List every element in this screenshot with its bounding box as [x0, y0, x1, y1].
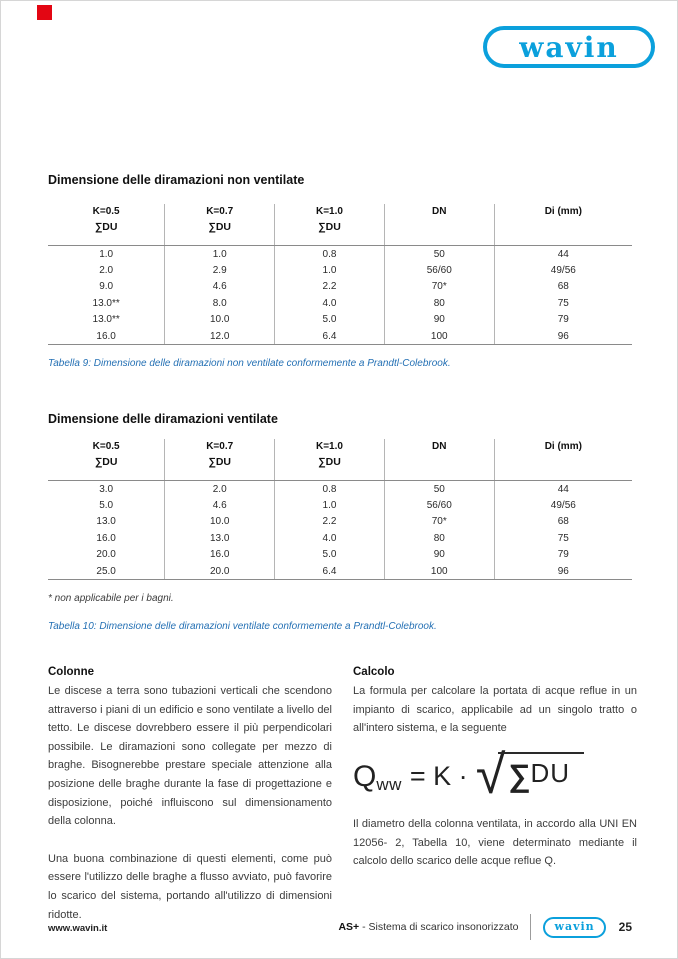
table-cell: 49/56 [494, 497, 632, 513]
table-cell: 100 [384, 563, 494, 580]
table-9 [48, 204, 632, 345]
table-row [48, 246, 632, 263]
table-cell: 75 [494, 530, 632, 546]
table-cell: 12.0 [165, 328, 275, 345]
table-9-header [48, 204, 632, 246]
table-cell: 50 [384, 481, 494, 498]
table-cell: 68 [494, 514, 632, 530]
colonne-paragraph-1: Le discese a terra sono tubazioni verticali che scendono attraverso i piani di un edificio e sono ventilate a livello del tetto. Le discese dovrebbero essere il più perpendicolari possibile. Le diramazioni sono collegate per mezzo di braghe. Bisognerebbe prestare speciale attenzione alla posizione delle braghe durante la fase di progettazione e disposizione, poiché influiscono sul dimensionamento della colonna. [48, 685, 332, 828]
footer-product-name: AS+ - Sistema di scarico insonorizzato [338, 921, 519, 933]
table-cell: 0.8 [275, 246, 385, 263]
table-cell: 4.0 [275, 530, 385, 546]
column-header: K=1.0 ∑DU [275, 204, 385, 246]
calcolo-heading: Calcolo [353, 666, 395, 678]
table-cell: 44 [494, 481, 632, 498]
table-row [48, 481, 632, 498]
table-cell: 2.0 [165, 481, 275, 498]
table-cell: 25.0 [48, 563, 165, 580]
column-header: K=0.7 ∑DU [165, 439, 275, 481]
table-cell: 70* [384, 279, 494, 295]
table-cell: 90 [384, 312, 494, 328]
table-cell: 4.0 [275, 295, 385, 311]
table-9-body [48, 246, 632, 345]
table-cell: 2.2 [275, 279, 385, 295]
table-cell: 16.0 [48, 328, 165, 345]
table-cell: 13.0** [92, 314, 120, 326]
footer-divider [530, 914, 531, 940]
table-cell: 13.0 [165, 530, 275, 546]
table-cell: 56/60 [384, 497, 494, 513]
table-row [48, 295, 632, 311]
table-row [48, 563, 632, 580]
table-cell: 16.0 [96, 532, 116, 544]
formula-radicand: ∑DU [498, 752, 584, 790]
column-header: K=0.5 ∑DU [48, 439, 165, 481]
footer-website-link[interactable]: www.wavin.it [48, 923, 108, 934]
table-cell: 50 [384, 246, 494, 263]
table-row [48, 547, 632, 563]
table-cell: 96 [494, 328, 632, 345]
column-header: Di (mm) [494, 439, 632, 481]
table-row [48, 312, 632, 328]
table-footnote: * non applicabile per i bagni. [48, 593, 174, 604]
table-cell: 1.0 [275, 262, 385, 278]
table-cell: 8.0 [165, 295, 275, 311]
table-row [48, 279, 632, 295]
table-cell: 4.6 [165, 497, 275, 513]
qww-formula [353, 744, 637, 805]
calcolo-column [353, 666, 637, 871]
table-cell: 49/56 [494, 262, 632, 278]
formula-operator: = K · [409, 760, 468, 791]
table-cell: 5.0 [275, 547, 385, 563]
table-10-caption: Tabella 10: Dimensione delle diramazioni ventilate conformemente a Prandtl-Colebrook. [48, 621, 437, 632]
table-cell: 44 [494, 246, 632, 263]
table-cell: 96 [494, 563, 632, 580]
table-cell: 2.0 [99, 265, 114, 277]
footer-right-group [338, 914, 632, 940]
table-cell: 1.0 [165, 246, 275, 263]
section1-title: Dimensione delle diramazioni non ventilate [48, 173, 305, 187]
table-cell: 16.0 [165, 547, 275, 563]
table-cell: 75 [494, 295, 632, 311]
table-cell: 13.0** [92, 297, 120, 309]
wavin-footer-logo: wavin [543, 917, 605, 938]
colonne-heading: Colonne [48, 666, 94, 678]
table-cell: 13.0 [96, 516, 116, 528]
table-10-header [48, 439, 632, 481]
radical-sign-icon: √ [475, 744, 506, 805]
column-header: Di (mm) [494, 204, 632, 246]
table-cell: 68 [494, 279, 632, 295]
page-number: 25 [618, 920, 632, 934]
table-10-body [48, 481, 632, 580]
table-cell: 90 [384, 547, 494, 563]
table-cell: 79 [494, 547, 632, 563]
table-cell: 2.9 [165, 262, 275, 278]
table-cell: 2.2 [275, 514, 385, 530]
table-cell: 1.0 [275, 497, 385, 513]
table-cell: 1.0 [99, 248, 114, 260]
formula-lhs: $Q_{ww}$ [353, 759, 402, 794]
table-cell: 6.4 [275, 563, 385, 580]
table-cell: 0.8 [275, 481, 385, 498]
table-cell: 10.0 [165, 514, 275, 530]
table-cell: 20.0 [96, 549, 116, 561]
wavin-logo [483, 26, 655, 68]
table-10 [48, 439, 632, 580]
column-header: DN [384, 204, 494, 246]
section2-title: Dimensione delle diramazioni ventilate [48, 412, 278, 426]
colonne-paragraph-2: Una buona combinazione di questi elementi, come può essere l'utilizzo delle braghe a flusso avviato, può favorire lo scarico del sistema, portando all'utilizzo di dimensioni ridotte. [48, 852, 332, 921]
table-cell: 4.6 [165, 279, 275, 295]
colonne-column [48, 666, 332, 924]
table-cell: 56/60 [384, 262, 494, 278]
table-row [48, 497, 632, 513]
table-cell: 5.0 [275, 312, 385, 328]
column-header: K=0.5 ∑DU [48, 204, 165, 246]
column-header: DN [384, 439, 494, 481]
table-row [48, 530, 632, 546]
calcolo-paragraph-1: La formula per calcolare la portata di acque reflue in un impianto di scarico, applicabile ad un singolo tratto o all'intero sistema, e la seguente [353, 685, 637, 735]
table-cell: 3.0 [99, 483, 114, 495]
red-corner-marker [37, 5, 52, 20]
table-cell: 79 [494, 312, 632, 328]
column-header: K=1.0 ∑DU [275, 439, 385, 481]
table-cell: 5.0 [99, 500, 114, 512]
table-9-caption: Tabella 9: Dimensione delle diramazioni non ventilate conformemente a Prandtl-Colebrook. [48, 358, 451, 369]
table-cell: 70* [384, 514, 494, 530]
table-cell: 80 [384, 530, 494, 546]
table-cell: 9.0 [99, 281, 114, 293]
calcolo-paragraph-2: Il diametro della colonna ventilata, in accordo alla UNI EN 12056- 2, Tabella 10, viene determinato mediante il calcolo dello scarico delle acque reflue Q. [353, 818, 637, 868]
table-row [48, 328, 632, 345]
table-cell: 10.0 [165, 312, 275, 328]
table-cell: 80 [384, 295, 494, 311]
table-cell: 6.4 [275, 328, 385, 345]
table-cell: 20.0 [165, 563, 275, 580]
wavin-logo-text: wavin [519, 30, 619, 64]
table-row [48, 514, 632, 530]
table-cell: 100 [384, 328, 494, 345]
square-root [475, 744, 584, 805]
column-header: K=0.7 ∑DU [165, 204, 275, 246]
table-row [48, 262, 632, 278]
